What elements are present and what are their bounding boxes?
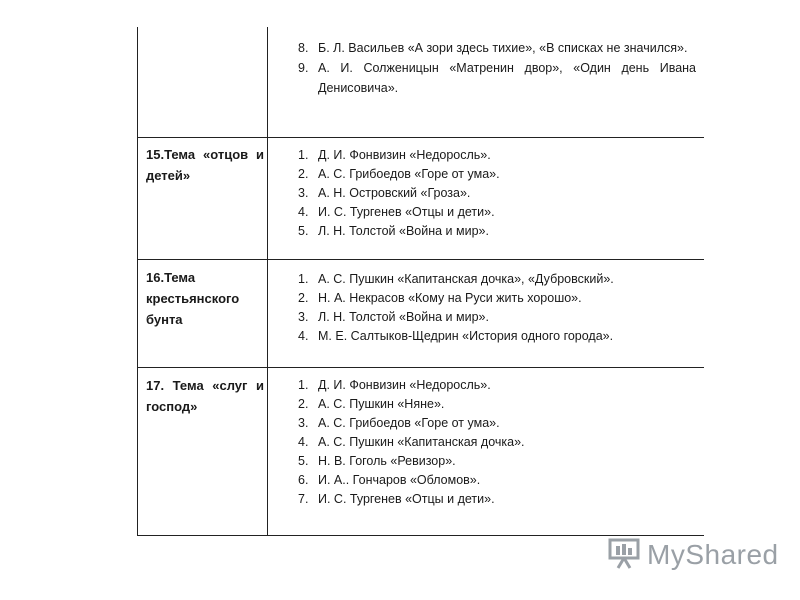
list-item: 1. Д. И. Фонвизин «Недоросль». [298, 148, 491, 162]
works-list [298, 376, 696, 509]
column-divider [267, 27, 268, 535]
continued-list [298, 38, 696, 98]
works-list [298, 270, 696, 346]
list-item: 2. А. С. Грибоедов «Горе от ума». [298, 167, 500, 181]
presentation-board-icon [607, 536, 641, 575]
list-item: 1. А. С. Пушкин «Капитанская дочка», «Дубровский». [298, 272, 614, 286]
row-divider [138, 259, 704, 260]
list-item: 4. И. С. Тургенев «Отцы и дети». [298, 205, 495, 219]
list-item: 4. А. С. Пушкин «Капитанская дочка». [298, 435, 525, 449]
list-item: 2. Н. А. Некрасов «Кому на Руси жить хорошо». [298, 291, 582, 305]
literature-table [137, 27, 704, 536]
list-item: 9. А. И. Солженицын «Матренин двор», «Один день Ивана Денисовича». [298, 61, 696, 95]
row-divider [138, 367, 704, 368]
works-list [298, 146, 696, 241]
list-item: 1. Д. И. Фонвизин «Недоросль». [298, 378, 491, 392]
list-item: 3. А. Н. Островский «Гроза». [298, 186, 471, 200]
list-item: 3. А. С. Грибоедов «Горе от ума». [298, 416, 500, 430]
myshared-watermark [607, 538, 779, 572]
list-item: 6. И. А.. Гончаров «Обломов». [298, 473, 481, 487]
topic-cell: 17. Тема «слуг и господ» [146, 378, 264, 414]
watermark-text: MyShared [647, 539, 779, 570]
topic-cell: 16.Тема крестьянского бунта [146, 270, 240, 327]
list-item: 2. А. С. Пушкин «Няне». [298, 397, 445, 411]
list-item: 4. М. Е. Салтыков-Щедрин «История одного города». [298, 329, 614, 343]
row-divider [138, 137, 704, 138]
list-item: 3. Л. Н. Толстой «Война и мир». [298, 310, 489, 324]
list-item: 8. Б. Л. Васильев «А зори здесь тихие», «В списках не значился». [298, 41, 688, 55]
list-item: 5. Н. В. Гоголь «Ревизор». [298, 454, 456, 468]
list-item: 7. И. С. Тургенев «Отцы и дети». [298, 492, 495, 506]
topic-cell: 15.Тема «отцов и детей» [146, 147, 264, 183]
list-item: 5. Л. Н. Толстой «Война и мир». [298, 224, 489, 238]
